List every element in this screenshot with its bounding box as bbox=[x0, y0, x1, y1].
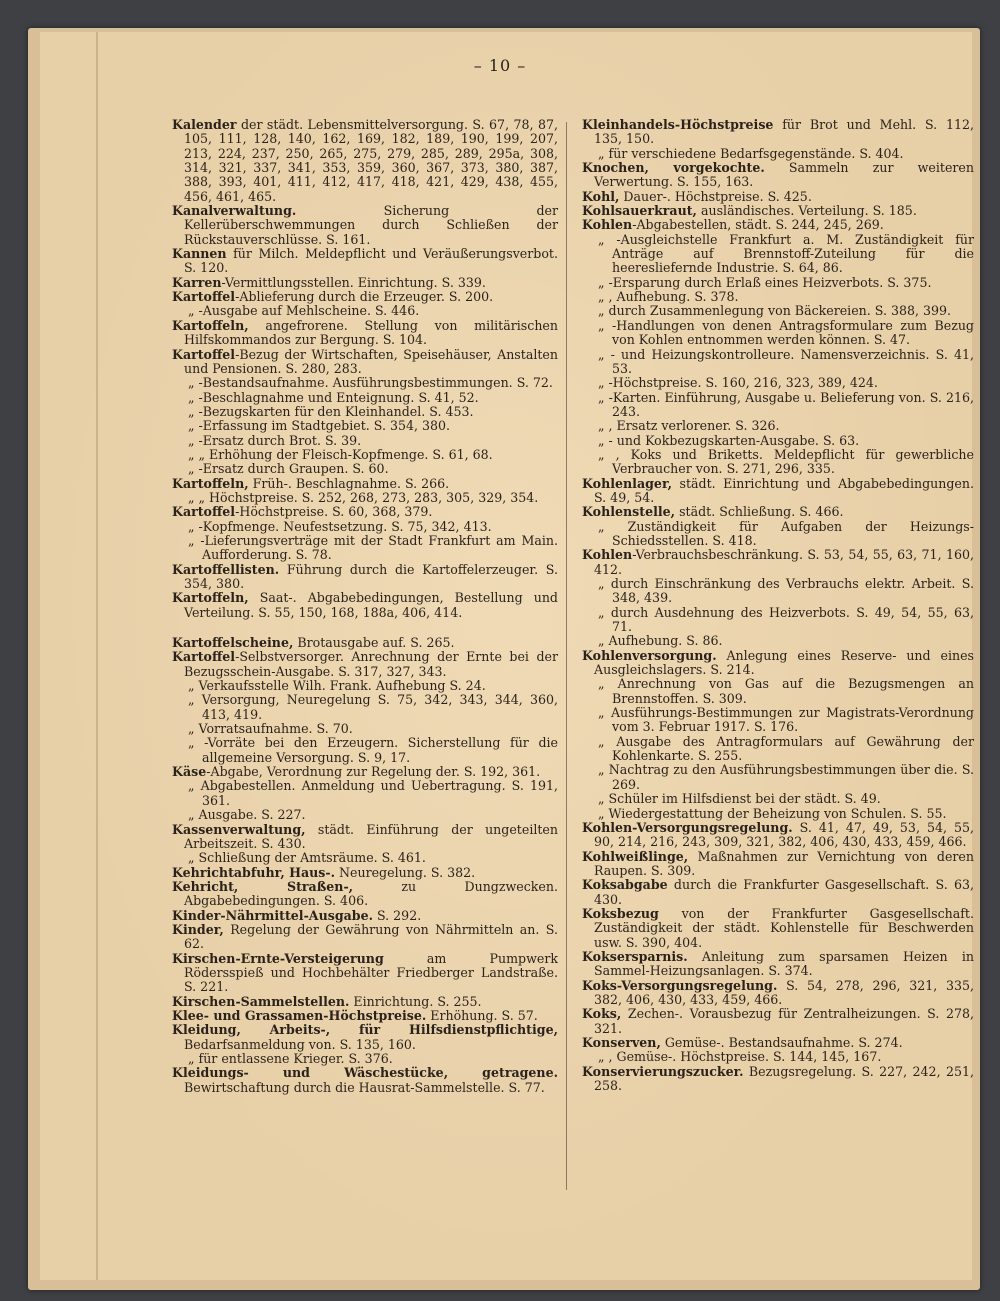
index-entry bbox=[582, 1036, 974, 1050]
index-entry bbox=[582, 979, 974, 1008]
entry-heading: Koks, bbox=[582, 1006, 622, 1022]
index-entry bbox=[172, 563, 558, 592]
index-entry bbox=[582, 878, 974, 907]
index-subentry bbox=[582, 634, 974, 648]
entry-text: „ „ Erhöhung der Fleisch-Kopfmenge. S. 61, 68. bbox=[188, 446, 493, 462]
entry-text: -Abgabe, Verordnung zur Regelung der. S. 192, 361. bbox=[206, 764, 541, 780]
entry-text: -Vermittlungsstellen. Einrichtung. S. 339. bbox=[221, 274, 486, 290]
index-entry bbox=[582, 190, 974, 204]
entry-heading: Kinder, bbox=[172, 921, 224, 937]
index-subentry bbox=[172, 448, 558, 462]
entry-heading: Klee- und Grassamen-Höchstpreise. bbox=[172, 1007, 427, 1023]
entry-text: für Milch. Meldepflicht und Veräußerungsverbot. S. 120. bbox=[184, 246, 558, 276]
entry-text: Regelung der Gewährung von Nährmitteln an. S. 62. bbox=[184, 921, 558, 952]
index-subentry bbox=[172, 491, 558, 505]
entry-heading: Karren bbox=[172, 274, 222, 290]
entry-text: „ -Lieferungsverträge mit der Stadt Frankfurt am Main. Aufforderung. S. 78. bbox=[188, 532, 558, 563]
entry-heading: Koksersparnis. bbox=[582, 948, 688, 964]
index-subentry bbox=[582, 434, 974, 448]
entry-heading: Kartoffel bbox=[172, 504, 236, 520]
index-entry bbox=[172, 1066, 558, 1095]
entry-text: am Pumpwerk Rödersspieß und Hochbehälter Friedberger Landstraße. S. 221. bbox=[184, 950, 558, 995]
entry-heading: Kehrichtabfuhr, Haus-. bbox=[172, 864, 335, 880]
entry-text: städt. Einrichtung und Abgabebedingungen. S. 49, 54. bbox=[594, 475, 974, 505]
entry-heading: Koksabgabe bbox=[582, 877, 668, 893]
entry-text: „ Schüler im Hilfsdienst bei der städt. S. 49. bbox=[598, 791, 881, 807]
index-subentry bbox=[172, 391, 558, 405]
entry-text: -Abgabestellen, städt. S. 244, 245, 269. bbox=[632, 217, 884, 233]
index-subentry bbox=[582, 319, 974, 348]
index-subentry bbox=[172, 405, 558, 419]
entry-text: Früh-. Beschlagnahme. S. 266. bbox=[248, 475, 450, 491]
index-entry bbox=[172, 765, 558, 779]
index-entry bbox=[172, 952, 558, 995]
index-subentry bbox=[172, 376, 558, 390]
index-column-left bbox=[172, 118, 558, 1095]
entry-text: „ , Ersatz verlorener. S. 326. bbox=[598, 418, 780, 434]
index-entry bbox=[172, 247, 558, 276]
entry-text: Gemüse-. Bestandsaufnahme. S. 274. bbox=[660, 1035, 903, 1050]
entry-text: „ , Aufhebung. S. 378. bbox=[598, 289, 739, 305]
index-subentry bbox=[172, 851, 558, 865]
index-subentry bbox=[582, 606, 974, 635]
entry-heading: Kohlenversorgung. bbox=[582, 647, 717, 663]
entry-gap bbox=[172, 620, 558, 636]
entry-text: Anlegung eines Reserve- und eines Ausgleichslagers. S. 214. bbox=[594, 647, 974, 678]
index-entry bbox=[582, 821, 974, 850]
index-subentry bbox=[172, 520, 558, 534]
entry-text: -Höchstpreise. S. 60, 368, 379. bbox=[235, 504, 433, 520]
index-subentry bbox=[172, 736, 558, 765]
index-entry bbox=[172, 636, 558, 650]
entry-heading: Kannen bbox=[172, 246, 227, 262]
entry-text: „ Verkaufsstelle Wilh. Frank. Aufhebung S. 24. bbox=[188, 678, 486, 694]
entry-text: „ -Vorräte bei den Erzeugern. Sicherstellung für die allgemeine Versorgung. S. 9, 17. bbox=[188, 735, 558, 765]
entry-text: „ -Ersatz durch Brot. S. 39. bbox=[188, 432, 362, 448]
entry-text: „ -Bestandsaufnahme. Ausführungsbestimmungen. S. 72. bbox=[188, 375, 553, 391]
index-entry bbox=[582, 548, 974, 577]
index-entry bbox=[172, 1023, 558, 1052]
entry-text: „ Wiedergestattung der Beheizung von Schulen. S. 55. bbox=[598, 805, 947, 821]
index-entry bbox=[172, 477, 558, 491]
entry-heading: Kohlen bbox=[582, 217, 633, 233]
entry-text: „ durch Zusammenlegung von Bäckereien. S. 388, 399. bbox=[598, 303, 952, 319]
entry-text: Bewirtschaftung durch die Hausrat-Sammelstelle. S. 77. bbox=[184, 1079, 545, 1095]
entry-text: Erhöhung. S. 57. bbox=[426, 1007, 538, 1023]
entry-text: „ , Koks und Briketts. Meldepflicht für gewerbliche Verbraucher von. S. 271, 296, 335. bbox=[598, 446, 974, 477]
index-subentry bbox=[582, 348, 974, 377]
index-entry bbox=[582, 907, 974, 950]
entry-text: Bezugsregelung. S. 227, 242, 251, 258. bbox=[594, 1063, 974, 1094]
entry-text: Zechen-. Vorausbezug für Zentralheizungen. S. 278, 321. bbox=[594, 1006, 974, 1036]
entry-text: „ Ausführungs-Bestimmungen zur Magistrats-Verordnung vom 3. Februar 1917. S. 176. bbox=[598, 705, 974, 735]
entry-text: „ -Handlungen von denen Antragsformulare zum Bezug von Kohlen entnommen werden können. S. 47. bbox=[598, 317, 974, 348]
entry-heading: Käse bbox=[172, 764, 207, 780]
entry-text: „ durch Einschränkung des Verbrauchs elektr. Arbeit. S. 348, 439. bbox=[598, 576, 974, 606]
entry-text: „ - und Heizungskontrolleure. Namensverzeichnis. S. 41, 53. bbox=[598, 346, 974, 376]
entry-text: Neuregelung. S. 382. bbox=[335, 864, 476, 880]
entry-heading: Kalender bbox=[172, 117, 237, 132]
index-subentry bbox=[172, 434, 558, 448]
entry-heading: Kassenverwaltung, bbox=[172, 821, 306, 837]
entry-heading: Kartoffel bbox=[172, 649, 236, 665]
entry-text: „ Versorgung, Neuregelung S. 75, 342, 343, 344, 360, 413, 419. bbox=[188, 692, 558, 722]
entry-heading: Kartoffelscheine, bbox=[172, 635, 294, 651]
index-entry bbox=[172, 591, 558, 620]
entry-text: „ durch Ausdehnung des Heizverbots. S. 49, 54, 55, 63, 71. bbox=[598, 604, 974, 635]
index-entry bbox=[172, 650, 558, 679]
entry-text: „ Abgabestellen. Anmeldung und Uebertragung. S. 191, 361. bbox=[188, 778, 558, 808]
entry-heading: Kanalverwaltung. bbox=[172, 203, 297, 219]
entry-text: Sammeln zur weiteren Verwertung. S. 155, 163. bbox=[594, 160, 974, 190]
index-subentry bbox=[582, 376, 974, 390]
entry-heading: Kehricht, Straßen-, bbox=[172, 878, 354, 894]
index-subentry bbox=[172, 534, 558, 563]
index-entry bbox=[582, 118, 974, 147]
entry-text: „ -Bezugskarten für den Kleinhandel. S. 453. bbox=[188, 403, 474, 419]
entry-text: städt. Schließung. S. 466. bbox=[675, 504, 844, 520]
entry-text: städt. Einführung der ungeteilten Arbeitszeit. S. 430. bbox=[184, 821, 558, 851]
page-number: – 10 – bbox=[473, 56, 527, 75]
index-entry bbox=[582, 649, 974, 678]
index-subentry bbox=[582, 706, 974, 735]
entry-text: „ -Kopfmenge. Neufestsetzung. S. 75, 342, 413. bbox=[188, 518, 492, 534]
entry-text: -Selbstversorger. Anrechnung der Ernte bei der Bezugsschein-Ausgabe. S. 317, 327, 343. bbox=[184, 649, 558, 679]
entry-text: -Ablieferung durch die Erzeuger. S. 200. bbox=[235, 289, 494, 305]
index-subentry bbox=[172, 462, 558, 476]
entry-text: „ , Gemüse-. Höchstpreise. S. 144, 145, 167. bbox=[598, 1049, 882, 1065]
entry-heading: Kirschen-Sammelstellen. bbox=[172, 993, 350, 1009]
index-entry bbox=[582, 1065, 974, 1094]
entry-heading: Kartoffeln, bbox=[172, 317, 249, 333]
entry-text: „ -Höchstpreise. S. 160, 216, 323, 389, 424. bbox=[598, 375, 878, 391]
entry-text: „ -Beschlagnahme und Enteignung. S. 41, 52. bbox=[188, 389, 479, 405]
entry-text: „ Vorratsaufnahme. S. 70. bbox=[188, 721, 353, 737]
entry-text: Anleitung zum sparsamen Heizen in Sammel-Heizungsanlagen. S. 374. bbox=[594, 948, 974, 979]
entry-text: der städt. Lebensmittelversorgung. S. 67, 78, 87, 105, 111, 128, 140, 162, 169, 182, 189, 190, 199, 207, 213, 224, 237, 250, 265, 275, 279, 285, 289, 295a, 308, 314, 321, 337, 341, 353, 359, 360, 367, 373, 380, 387, 388, 393, 401, 411, 412, 417, 418, 421, 429, 438, 455, 456, 461, 465. bbox=[184, 117, 558, 204]
entry-text: „ Schließung der Amtsräume. S. 461. bbox=[188, 850, 426, 866]
index-subentry bbox=[172, 779, 558, 808]
entry-text: „ Anrechnung von Gas auf die Bezugsmengen an Brennstoffen. S. 309. bbox=[598, 676, 974, 706]
index-entry bbox=[582, 505, 974, 519]
index-subentry bbox=[172, 419, 558, 433]
entry-text: von der Frankfurter Gasgesellschaft. Zuständigkeit der städt. Kohlenstelle für Beschwerden usw. S. 390, 404. bbox=[594, 905, 974, 950]
page-fold bbox=[96, 32, 98, 1280]
entry-text: Bedarfsanmeldung von. S. 135, 160. bbox=[184, 1036, 416, 1052]
entry-text: „ für entlassene Krieger. S. 376. bbox=[188, 1051, 393, 1066]
entry-text: Saat-. Abgabebedingungen, Bestellung und Verteilung. S. 55, 150, 168, 188a, 406, 414. bbox=[184, 590, 558, 620]
entry-heading: Kartoffel bbox=[172, 346, 236, 362]
entry-heading: Knochen, vorgekochte. bbox=[582, 160, 765, 176]
index-subentry bbox=[172, 304, 558, 318]
index-subentry bbox=[582, 792, 974, 806]
entry-text: „ Aufhebung. S. 86. bbox=[598, 633, 723, 649]
entry-text: „ - und Kokbezugskarten-Ausgabe. S. 63. bbox=[598, 432, 860, 448]
entry-heading: Kartoffellisten. bbox=[172, 561, 280, 577]
entry-text: angefrorene. Stellung von militärischen Hilfskommandos zur Bergung. S. 104. bbox=[184, 317, 558, 348]
index-subentry bbox=[582, 448, 974, 477]
index-entry bbox=[172, 276, 558, 290]
index-entry bbox=[582, 218, 974, 232]
index-subentry bbox=[582, 391, 974, 420]
index-entry bbox=[172, 204, 558, 247]
index-subentry bbox=[582, 807, 974, 821]
index-subentry bbox=[582, 763, 974, 792]
entry-heading: Kinder-Nährmittel-Ausgabe. bbox=[172, 907, 373, 923]
entry-heading: Kleidungs- und Wäschestücke, getragene. bbox=[172, 1065, 558, 1081]
entry-heading: Kirschen-Ernte-Versteigerung bbox=[172, 950, 384, 966]
index-entry bbox=[172, 505, 558, 519]
index-entry bbox=[172, 923, 558, 952]
entry-text: „ für verschiedene Bedarfsgegenstände. S. 404. bbox=[598, 145, 904, 161]
index-subentry bbox=[172, 722, 558, 736]
index-entry bbox=[582, 161, 974, 190]
index-entry bbox=[172, 319, 558, 348]
entry-text: „ -Erfassung im Stadtgebiet. S. 354, 380. bbox=[188, 418, 451, 434]
entry-text: S. 54, 278, 296, 321, 335, 382, 406, 430, 433, 459, 466. bbox=[594, 977, 974, 1007]
index-entry bbox=[172, 909, 558, 923]
index-entry bbox=[172, 118, 558, 204]
entry-text: zu Dungzwecken. Abgabebedingungen. S. 406. bbox=[184, 878, 558, 909]
index-subentry bbox=[582, 419, 974, 433]
entry-text: „ Zuständigkeit für Aufgaben der Heizungs-Schiedsstellen. S. 418. bbox=[598, 518, 974, 548]
entry-text: ausländisches. Verteilung. S. 185. bbox=[696, 203, 917, 219]
entry-heading: Konservierungszucker. bbox=[582, 1063, 744, 1079]
entry-text: Sicherung der Kellerüberschwemmungen durch Schließen der Rückstauverschlüsse. S. 161. bbox=[184, 203, 558, 247]
entry-heading: Kohlen-Versorgungsregelung. bbox=[582, 819, 793, 835]
index-entry bbox=[582, 950, 974, 979]
entry-heading: Kleinhandels-Höchstpreise bbox=[582, 117, 774, 132]
index-subentry bbox=[582, 735, 974, 764]
index-entry bbox=[582, 477, 974, 506]
index-entry bbox=[172, 1009, 558, 1023]
index-subentry bbox=[582, 276, 974, 290]
entry-text: Maßnahmen zur Vernichtung von deren Raupen. S. 309. bbox=[594, 848, 974, 878]
index-entry bbox=[172, 290, 558, 304]
entry-text: „ -Karten. Einführung, Ausgabe u. Belieferung von. S. 216, 243. bbox=[598, 389, 974, 419]
index-subentry bbox=[582, 577, 974, 606]
entry-text: „ -Ausgabe auf Mehlscheine. S. 446. bbox=[188, 303, 420, 319]
entry-text: -Bezug der Wirtschaften, Speisehäuser, Anstalten und Pensionen. S. 280, 283. bbox=[184, 346, 558, 376]
entry-heading: Koks-Versorgungsregelung. bbox=[582, 977, 778, 993]
index-subentry bbox=[582, 1050, 974, 1064]
entry-text: S. 292. bbox=[372, 907, 422, 923]
entry-text: Einrichtung. S. 255. bbox=[349, 993, 482, 1009]
index-subentry bbox=[582, 304, 974, 318]
entry-text: durch die Frankfurter Gasgesellschaft. S. 63, 430. bbox=[594, 877, 974, 907]
index-entry bbox=[582, 1007, 974, 1036]
entry-heading: Koksbezug bbox=[582, 905, 659, 921]
entry-text: „ Ausgabe des Antragformulars auf Gewährung der Kohlenkarte. S. 255. bbox=[598, 733, 974, 764]
index-entry bbox=[172, 866, 558, 880]
entry-heading: Kartoffeln, bbox=[172, 475, 249, 491]
entry-heading: Kohlen bbox=[582, 547, 633, 563]
index-subentry bbox=[582, 147, 974, 161]
index-entry bbox=[582, 204, 974, 218]
index-subentry bbox=[582, 520, 974, 549]
index-subentry bbox=[172, 679, 558, 693]
entry-text: Brotausgabe auf. S. 265. bbox=[293, 635, 455, 651]
entry-heading: Kohlweißlinge, bbox=[582, 848, 689, 864]
index-subentry bbox=[582, 677, 974, 706]
entry-heading: Kohlsauerkraut, bbox=[582, 203, 697, 219]
index-subentry bbox=[172, 693, 558, 722]
index-subentry bbox=[582, 233, 974, 276]
entry-text: „ -Ausgleichstelle Frankfurt a. M. Zuständigkeit für Anträge auf Brennstoff-Zuteilung für die heeresliefernde Industrie. S. 64, 86. bbox=[598, 231, 974, 276]
entry-text: „ -Ersatz durch Graupen. S. 60. bbox=[188, 461, 389, 477]
entry-heading: Kohlenlager, bbox=[582, 475, 673, 491]
entry-heading: Kohlenstelle, bbox=[582, 504, 676, 520]
entry-text: S. 41, 47, 49, 53, 54, 55, 90, 214, 216, 243, 309, 321, 382, 406, 430, 433, 459, 466. bbox=[594, 819, 974, 850]
entry-heading: Kohl, bbox=[582, 188, 620, 204]
index-subentry bbox=[172, 1052, 558, 1066]
index-entry bbox=[582, 850, 974, 879]
index-entry bbox=[172, 348, 558, 377]
index-subentry bbox=[582, 290, 974, 304]
index-column-right bbox=[582, 118, 974, 1093]
index-entry bbox=[172, 995, 558, 1009]
index-entry bbox=[172, 823, 558, 852]
column-divider bbox=[566, 122, 567, 1190]
entry-text: „ „ Höchstpreise. S. 252, 268, 273, 283, 305, 329, 354. bbox=[188, 489, 539, 505]
index-subentry bbox=[172, 808, 558, 822]
entry-text: Dauer-. Höchstpreise. S. 425. bbox=[619, 188, 812, 204]
entry-text: Führung durch die Kartoffelerzeuger. S. 354, 380. bbox=[184, 561, 558, 591]
entry-text: „ Ausgabe. S. 227. bbox=[188, 807, 306, 823]
index-entry bbox=[172, 880, 558, 909]
entry-heading: Konserven, bbox=[582, 1035, 661, 1050]
entry-heading: Kartoffel bbox=[172, 289, 236, 305]
entry-text: „ Nachtrag zu den Ausführungsbestimmungen über die. S. 269. bbox=[598, 762, 974, 792]
entry-heading: Kartoffeln, bbox=[172, 590, 249, 606]
entry-text: -Verbrauchsbeschränkung. S. 53, 54, 55, 63, 71, 160, 412. bbox=[594, 547, 974, 577]
entry-heading: Kleidung, Arbeits-, für Hilfsdienstpflichtige, bbox=[172, 1022, 558, 1038]
entry-text: „ -Ersparung durch Erlaß eines Heizverbots. S. 375. bbox=[598, 274, 932, 290]
entry-text: für Brot und Mehl. S. 112, 135, 150. bbox=[594, 117, 974, 147]
